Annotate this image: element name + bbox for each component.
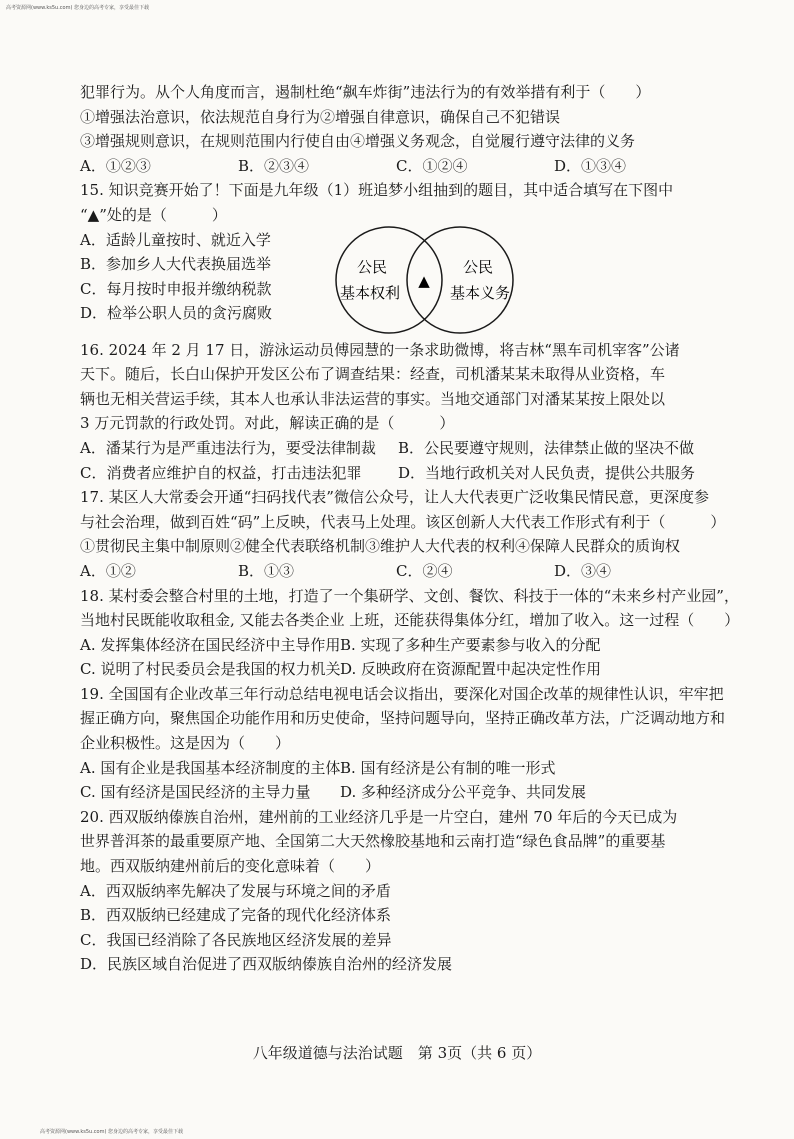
q14-option-c: C．①②④	[396, 156, 468, 175]
q19-option-c: C. 国有经济是国民经济的主导力量	[80, 783, 311, 802]
q20-stem-3: 地。西双版纳建州前后的变化意味着（ ）	[80, 857, 381, 876]
q20-option-c: C．我国已经消除了各民族地区经济发展的差异	[80, 930, 392, 949]
watermark-bottom: 高考资源网(www.ks5u.com) 您身边的高考专家，享受最佳下载	[40, 1129, 184, 1135]
page-footer: 八年级道德与法治试题 第 3页（共 6 页）	[252, 1044, 542, 1062]
q20-stem-1: 20. 西双版纳傣族自治州，建州前的工业经济几乎是一片空白，建州 70 年后的今天已成为	[80, 807, 678, 826]
q17-option-c: C．②④	[396, 561, 453, 580]
q18-option-d: D. 反映政府在资源配置中起决定性作用	[340, 660, 602, 679]
q16-option-d: D．当地行政机关对人民负责，提供公共服务	[398, 463, 696, 482]
q20-option-a: A．西双版纳率先解决了发展与环境之间的矛盾	[80, 881, 391, 900]
q16-stem-4: 3 万元罚款的行政处罚。对此，解读正确的是（ ）	[80, 414, 455, 433]
venn-diagram	[332, 224, 522, 336]
q14-option-b: B．②③④	[238, 156, 310, 175]
q15-option-b: B．参加乡人大代表换届选举	[80, 255, 272, 274]
watermark-top: 高考资源网(www.ks5u.com) 您身边的高考专家，享受最佳下载	[6, 5, 150, 11]
q20-stem-2: 世界普洱茶的最重要原产地、全国第二大天然橡胶基地和云南打造“绿色食品牌”的重要基	[80, 832, 666, 851]
q19-options-row-2	[80, 780, 720, 805]
q19-stem-3: 企业积极性。这是因为（ ）	[80, 734, 291, 753]
q19-option-d: D. 多种经济成分公平竞争、共同发展	[340, 783, 587, 802]
q17-stem-2: 与社会治理，做到百姓“码”上反映，代表马上处理。该区创新人大代表工作形式有利于（ ）	[80, 512, 726, 531]
q18-stem-1: 18. 某村委会整合村里的土地，打造了一个集研学、文创、餐饮、科技于一体的“未来乡村产业园”，	[80, 586, 739, 605]
q15-option-d: D．检举公职人员的贪污腐败	[80, 304, 273, 323]
q17-stem-1: 17. 某区人大常委会开通“扫码找代表”微信公众号，让人大代表更广泛收集民情民意，更深度参	[80, 488, 709, 507]
q20-option-b: B．西双版纳已经建成了完备的现代化经济体系	[80, 906, 392, 925]
q14-option-a: A．①②③	[80, 156, 151, 175]
venn-right-label-2: 基本义务	[449, 283, 511, 302]
q18-option-a: A. 发挥集体经济在国民经济中主导作用	[80, 635, 341, 654]
q16-stem-2: 天下。随后，长白山保护开发区公布了调查结果：经查，司机潘某某未取得从业资格，车	[80, 365, 666, 384]
q14-statement-1: ①增强法治意识，依法规范自身行为②增强自律意识，确保自己不犯错误	[80, 107, 561, 126]
q16-stem-1: 16. 2024 年 2 月 17 日，游泳运动员傅园慧的一条求助微博，将吉林“黑车司机宰客”公诸	[80, 340, 680, 359]
q18-options-row-2	[80, 657, 720, 682]
q14-stem: 犯罪行为。从个人角度而言，遏制杜绝“飙车炸街”违法行为的有效举措有利于（ ）	[80, 83, 651, 101]
q19-option-b: B. 国有经济是公有制的唯一形式	[340, 758, 556, 777]
q16-stem-3: 辆也无相关营运手续，其本人也承认非法运营的事实。当地交通部门对潘某某按上限处以	[80, 389, 666, 408]
q15-options-block	[80, 228, 720, 326]
q15-stem-2: “▲”处的是（ ）	[80, 205, 227, 224]
q18-option-c: C. 说明了村民委员会是我国的权力机关	[80, 660, 341, 679]
q19-options-row-1	[80, 756, 720, 781]
q14-options	[80, 154, 720, 179]
q17-option-d: D．③④	[554, 561, 612, 580]
venn-center-marker: ▲	[418, 271, 430, 290]
venn-left-label-1: 公民	[356, 257, 388, 276]
q15-stem-1: 15. 知识竞赛开始了！下面是九年级（1）班追梦小组抽到的题目，其中适合填写在下图中	[80, 181, 674, 200]
q14-option-d: D．①③④	[554, 156, 627, 175]
q19-stem-2: 握正确方向，聚焦国企功能作用和历史使命，坚持问题导向，坚持正确改革方法，广泛调动地方和	[80, 709, 726, 728]
exam-content	[80, 80, 740, 977]
q16-option-b: B．公民要遵守规则，法律禁止做的坚决不做	[398, 438, 695, 457]
q19-stem-1: 19. 全国国有企业改革三年行动总结电视电话会议指出，要深化对国企改革的规律性认识，牢牢把	[80, 684, 724, 703]
q16-option-c: C．消费者应维护自的权益，打击违法犯罪	[80, 463, 362, 482]
q15-option-a: A．适龄儿童按时、就近入学	[80, 230, 271, 249]
q17-statements: ①贯彻民主集中制原则②健全代表联络机制③维护人大代表的权利④保障人民群众的质询权	[80, 537, 681, 556]
q17-options	[80, 559, 720, 584]
q16-options-row-2	[80, 461, 720, 486]
q16-option-a: A．潘某行为是严重违法行为，要受法律制裁	[80, 438, 376, 457]
venn-right-label-1: 公民	[462, 257, 494, 276]
q18-option-b: B. 实现了多种生产要素参与收入的分配	[340, 635, 601, 654]
q18-options-row-1	[80, 633, 720, 658]
venn-left-label-2: 基本权利	[339, 283, 401, 302]
q15-option-c: C．每月按时申报并缴纳税款	[80, 279, 272, 298]
q18-stem-2: 当地村民既能收取租金, 又能去各类企业 上班，还能获得集体分红，增加了收入。这一过程（ ）	[80, 611, 740, 630]
q17-option-b: B．①③	[238, 561, 295, 580]
q14-statement-2: ③增强规则意识，在规则范围内行使自由④增强义务观念，自觉履行遵守法律的义务	[80, 132, 636, 151]
q20-option-d: D．民族区域自治促进了西双版纳傣族自治州的经济发展	[80, 955, 453, 974]
q17-option-a: A．①②	[80, 561, 136, 580]
q19-option-a: A. 国有企业是我国基本经济制度的主体	[80, 758, 341, 777]
q16-options-row-1	[80, 436, 720, 461]
